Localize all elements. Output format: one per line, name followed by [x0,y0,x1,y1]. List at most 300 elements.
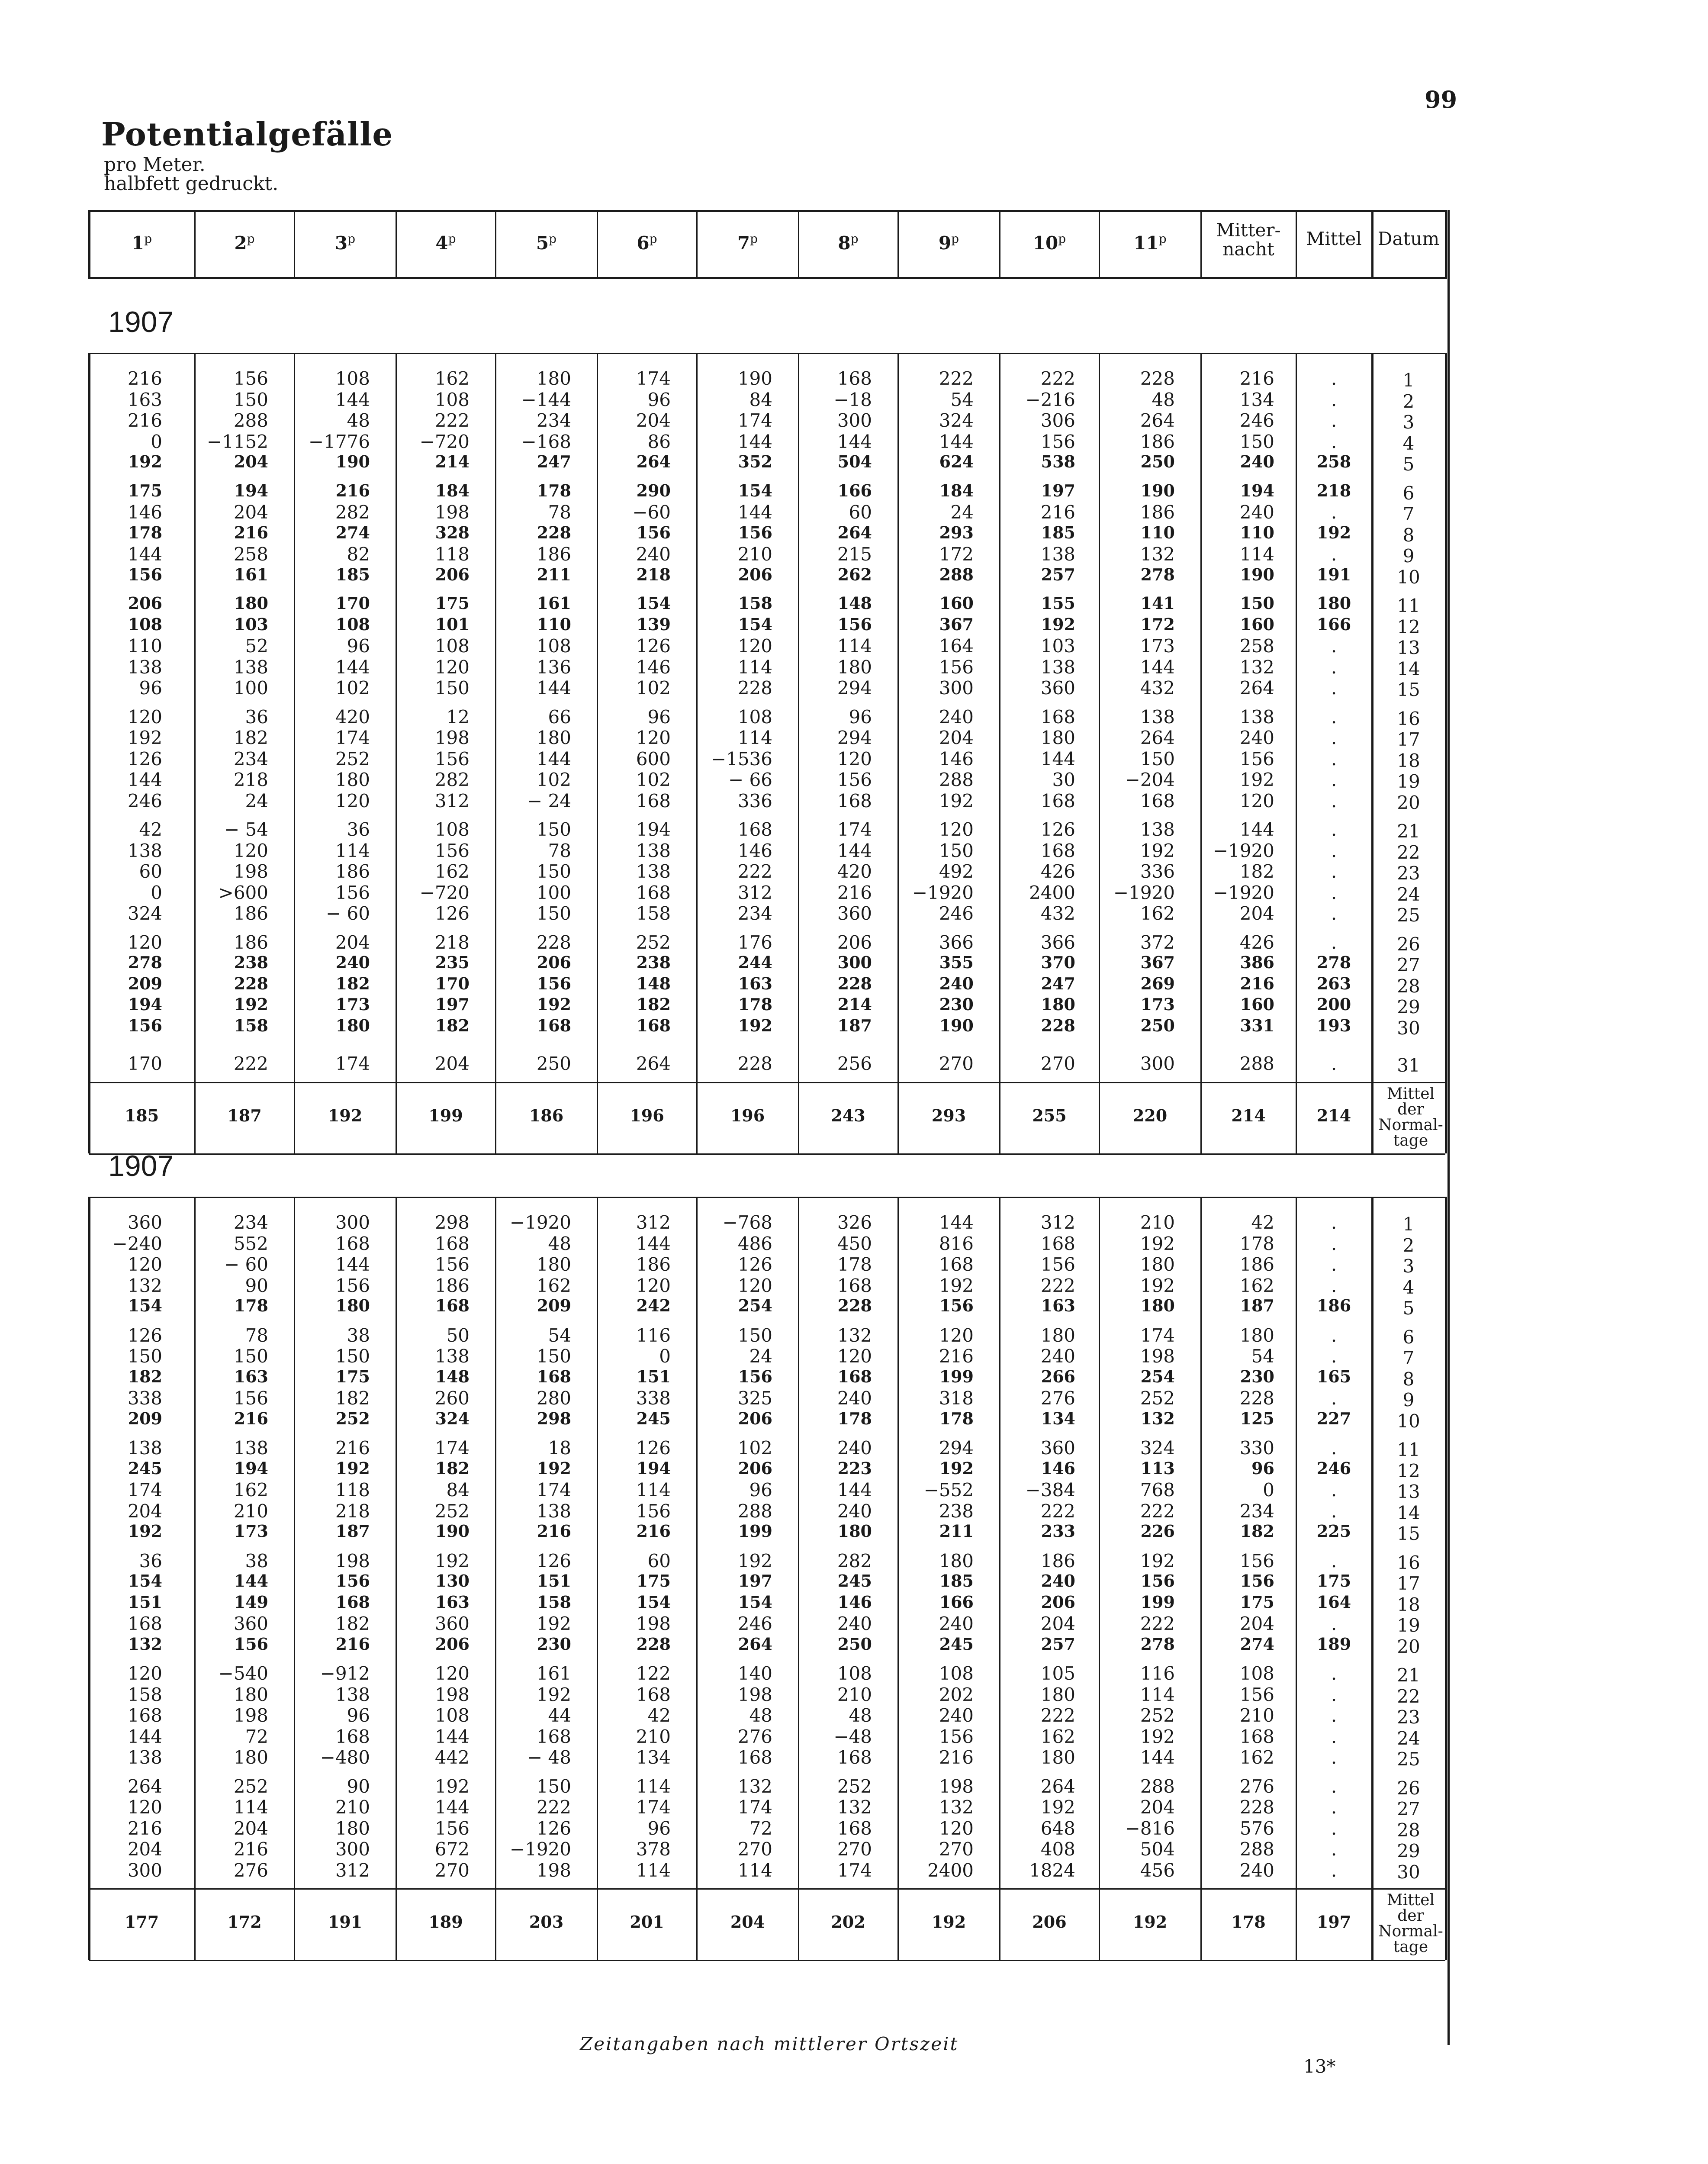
column-rule [1371,353,1373,1153]
table-cell: 144 [434,1726,470,1747]
table-cell: 150 [1240,593,1274,613]
table-cell: 193 [1316,1015,1351,1035]
table-cell: 78 [548,502,571,523]
table-cell: 168 [127,1613,162,1634]
date-cell: 19 [1397,771,1420,792]
table-cell: 114 [636,1859,671,1881]
table-cell: 138 [536,1500,571,1522]
potential-gradient-table [89,210,1445,2013]
table-cell: 370 [1041,953,1075,972]
table-cell: 146 [837,1592,872,1612]
date-cell: 21 [1397,1665,1420,1686]
table-cell: 234 [737,903,772,924]
table-cell: 174 [636,368,671,389]
table-cell: 120 [737,1275,772,1296]
table-cell: 156 [1239,748,1274,770]
table-cell: 182 [1240,1521,1274,1541]
mean-row-top-rule [89,1888,1445,1890]
table-cell: 456 [1140,1859,1175,1881]
table-cell: 216 [234,1408,268,1428]
year-heading: 1907 [108,1150,174,1182]
table-cell: 274 [1240,1634,1274,1654]
table-cell: 114 [636,1775,671,1797]
table-cell: . [1331,706,1337,728]
column-rule [696,353,698,1153]
table-cell: 216 [1240,973,1274,993]
table-cell: 150 [434,677,470,699]
table-cell: 168 [939,1254,974,1275]
table-cell: 234 [536,410,571,431]
table-cell: −1152 [206,431,268,452]
table-cell: 168 [837,790,872,812]
table-cell: 235 [435,953,470,972]
table-cell: 30 [1052,769,1075,790]
table-cell: . [1331,656,1337,678]
table-cell: . [1331,1859,1337,1881]
table-cell: 168 [537,1366,571,1386]
table-cell: 218 [636,564,671,584]
date-cell: 13 [1397,1481,1420,1502]
table-cell: 172 [939,544,974,565]
mean-label: der [1397,1907,1424,1925]
column-rule [798,353,799,1153]
date-cell: 18 [1397,1594,1420,1615]
table-cell: 300 [837,410,872,431]
table-cell: 162 [233,1479,268,1501]
table-cell: 138 [233,656,268,678]
table-cell: 204 [1040,1613,1075,1634]
table-cell: 168 [737,819,772,840]
table-cell: 165 [1316,1366,1351,1386]
table-cell: 187 [335,1521,370,1541]
table-cell: 158 [738,593,772,613]
table-cell: 420 [335,706,370,728]
table-cell: 108 [335,614,370,634]
table-cell: 156 [335,882,370,903]
table-cell: 245 [837,1571,872,1591]
header-column-rule [194,210,196,279]
column-rule [1445,1197,1447,1960]
table-cell: 120 [233,840,268,861]
table-cell: . [1331,368,1337,389]
header-column-rule [1099,210,1100,279]
header-column-rule [696,210,698,279]
table-cell: 156 [939,1726,974,1747]
table-cell: 180 [837,656,872,678]
table-cell: 151 [128,1592,162,1612]
mean-cell: 192 [1132,1912,1168,1932]
table-cell: 216 [537,1521,571,1541]
table-cell: 198 [233,861,268,882]
table-cell: 84 [446,1479,470,1501]
table-cell: −204 [1125,769,1175,790]
table-cell: 120 [127,1797,162,1818]
table-cell: 192 [1040,1797,1075,1818]
table-cell: 194 [636,819,671,840]
column-header: 3$^p$ [335,232,356,254]
table-cell: 146 [636,656,671,678]
table-cell: 149 [234,1592,268,1612]
mean-cell: 197 [1316,1912,1351,1932]
table-cell: 144 [1239,819,1274,840]
table-cell: 150 [233,389,268,410]
table-cell: 54 [950,389,974,410]
table-cell: 126 [1040,819,1075,840]
table-cell: 204 [234,452,268,471]
table-cell: 202 [939,1684,974,1705]
table-cell: 278 [1140,1634,1175,1654]
table-cell: 108 [434,389,470,410]
table-cell: 198 [434,502,470,523]
table-cell: . [1331,1254,1337,1275]
mean-label: der [1397,1100,1424,1118]
block-grid-top [89,353,1445,354]
table-cell: 132 [837,1797,872,1818]
table-cell: 144 [737,502,772,523]
table-cell: 162 [1040,1726,1075,1747]
table-cell: 288 [1140,1775,1175,1797]
table-cell: 486 [737,1233,772,1254]
table-cell: 114 [335,840,370,861]
table-cell: 228 [536,931,571,953]
table-cell: 192 [234,995,268,1014]
table-cell: 178 [837,1254,872,1275]
table-cell: −1920 [509,1839,571,1860]
table-cell: 182 [1239,861,1274,882]
table-cell: 144 [837,431,872,452]
table-cell: 186 [1239,1254,1274,1275]
table-cell: 264 [1140,727,1175,748]
column-rule [798,1197,799,1960]
table-cell: 222 [1040,1500,1075,1522]
table-cell: . [1331,903,1337,924]
table-cell: 170 [127,1053,162,1074]
table-cell: 192 [939,790,974,812]
table-cell: 180 [1040,1747,1075,1768]
table-cell: 185 [1041,522,1075,542]
table-cell: 290 [636,480,671,500]
table-cell: 96 [1251,1458,1274,1478]
table-cell: . [1331,1437,1337,1459]
table-cell: 180 [335,1817,370,1839]
table-cell: 110 [127,635,162,657]
table-cell: 298 [434,1212,470,1233]
table-cell: − 60 [224,1254,268,1275]
table-cell: . [1331,1053,1337,1074]
date-cell: 30 [1397,1861,1420,1883]
right-outer-rule [1447,210,1450,2045]
date-cell: 15 [1397,679,1420,700]
table-cell: 312 [335,1859,370,1881]
table-cell: 36 [347,819,370,840]
table-cell: 240 [1239,727,1274,748]
table-cell: 132 [939,1797,974,1818]
table-cell: . [1331,727,1337,748]
table-cell: 222 [939,368,974,389]
table-cell: 210 [1140,1212,1175,1233]
table-cell: 198 [1140,1346,1175,1367]
column-rule [396,1197,397,1960]
table-cell: 182 [233,727,268,748]
column-rule [194,353,196,1153]
column-header: Mittel [1306,228,1362,249]
table-cell: 222 [1140,1613,1175,1634]
table-cell: 264 [738,1634,772,1654]
table-cell: 102 [335,677,370,699]
table-cell: 210 [1239,1705,1274,1726]
table-cell: 266 [1041,1366,1075,1386]
table-cell: 113 [1140,1458,1175,1478]
mean-cell: 255 [1032,1105,1067,1125]
table-cell: 252 [636,931,671,953]
table-cell: 186 [636,1254,671,1275]
table-cell: 180 [1239,1324,1274,1346]
table-cell: 168 [636,882,671,903]
table-cell: 182 [128,1366,162,1386]
table-cell: 190 [435,1521,470,1541]
date-cell: 5 [1402,454,1415,475]
table-cell: 120 [127,931,162,953]
table-cell: 210 [335,1797,370,1818]
table-cell: 155 [1041,593,1075,613]
table-cell: 144 [737,431,772,452]
table-cell: . [1331,1684,1337,1705]
table-cell: −60 [632,502,671,523]
table-cell: 0 [659,1346,671,1367]
table-cell: −18 [833,389,872,410]
table-cell: 24 [749,1346,772,1367]
mean-cell: 178 [1231,1912,1266,1932]
table-cell: 144 [127,544,162,565]
table-cell: 144 [1140,656,1175,678]
table-cell: 138 [434,1346,470,1367]
table-cell: 240 [1239,502,1274,523]
table-cell: 192 [1140,1726,1175,1747]
table-cell: 120 [127,706,162,728]
table-cell: 132 [1140,1408,1175,1428]
table-cell: 154 [738,480,772,500]
table-cell: 230 [537,1634,571,1654]
table-cell: 214 [435,452,470,471]
table-cell: 24 [950,502,974,523]
table-cell: 192 [127,727,162,748]
table-cell: 204 [636,410,671,431]
table-cell: 225 [1316,1521,1351,1541]
table-cell: 168 [1040,790,1075,812]
table-cell: 174 [434,1437,470,1459]
table-cell: 282 [335,502,370,523]
table-cell: 158 [537,1592,571,1612]
mean-cell: 203 [529,1912,564,1932]
column-rule [1200,353,1202,1153]
table-cell: . [1331,1747,1337,1768]
table-cell: 432 [1040,903,1075,924]
table-cell: 144 [1040,748,1075,770]
table-cell: 154 [738,614,772,634]
table-cell: 222 [1040,368,1075,389]
table-cell: 180 [1040,727,1075,748]
table-cell: 110 [1140,522,1175,542]
table-cell: 164 [939,635,974,657]
column-rule [495,1197,496,1960]
table-cell: 96 [347,1705,370,1726]
table-cell: 426 [1040,861,1075,882]
table-cell: 182 [435,1015,470,1035]
table-cell: 222 [536,1797,571,1818]
table-cell: . [1331,1839,1337,1860]
mean-label: tage [1393,1131,1428,1150]
table-cell: 180 [1040,1684,1075,1705]
table-cell: − 60 [326,903,370,924]
table-cell: . [1331,819,1337,840]
table-cell: . [1331,1775,1337,1797]
date-cell: 28 [1397,1819,1420,1841]
table-cell: 426 [1239,931,1274,953]
subtitle-line-1: pro Meter. [104,154,206,176]
table-cell: . [1331,1797,1337,1818]
date-cell: 6 [1402,482,1415,504]
table-cell: 36 [245,706,268,728]
table-cell: . [1331,1663,1337,1684]
table-cell: 204 [434,1053,470,1074]
table-cell: 118 [335,1479,370,1501]
table-cell: 103 [234,614,268,634]
table-cell: 180 [1316,593,1351,613]
table-cell: 138 [127,1437,162,1459]
table-cell: −48 [833,1726,872,1747]
table-cell: 48 [548,1233,571,1254]
table-cell: 150 [127,1346,162,1367]
column-rule [1099,1197,1100,1960]
table-cell: 226 [1140,1521,1175,1541]
table-cell: 258 [1239,635,1274,657]
table-cell: . [1331,677,1337,699]
date-cell: 26 [1397,933,1420,955]
table-cell: 262 [837,564,872,584]
table-cell: 206 [128,593,162,613]
table-cell: 264 [1040,1775,1075,1797]
date-cell: 11 [1397,1439,1420,1460]
date-cell: 6 [1402,1326,1415,1348]
table-cell: 182 [335,1388,370,1409]
table-cell: 200 [1316,995,1351,1014]
table-cell: 150 [335,1346,370,1367]
table-cell: 192 [939,1275,974,1296]
table-cell: 246 [1239,410,1274,431]
table-cell: 156 [128,1015,162,1035]
table-cell: 114 [837,635,872,657]
table-cell: 182 [636,995,671,1014]
table-cell: 173 [234,1521,268,1541]
table-cell: 355 [939,953,974,972]
header-column-rule [1200,210,1202,279]
table-cell: 72 [245,1726,268,1747]
table-cell: 216 [939,1346,974,1367]
table-cell: 144 [335,1254,370,1275]
table-cell: 175 [435,593,470,613]
table-cell: 198 [434,727,470,748]
mean-cell: 202 [831,1912,865,1932]
table-cell: 331 [1240,1015,1274,1035]
table-cell: 138 [127,656,162,678]
table-cell: . [1331,882,1337,903]
table-cell: 136 [536,656,571,678]
table-cell: 156 [233,1388,268,1409]
table-cell: 192 [1239,769,1274,790]
table-cell: 192 [536,1613,571,1634]
column-header: 10$^p$ [1033,232,1066,254]
table-cell: 190 [939,1015,974,1035]
signature-mark: 13* [1303,2056,1336,2077]
table-cell: >600 [218,882,268,903]
subtitle-line-2: halbfett gedruckt. [104,173,279,195]
table-cell: 300 [127,1859,162,1881]
table-cell: 156 [636,522,671,542]
table-cell: 166 [939,1592,974,1612]
table-cell: 148 [837,593,872,613]
table-cell: 138 [636,861,671,882]
table-top-rule [89,210,1445,212]
table-cell: 278 [128,953,162,972]
table-cell: 442 [434,1747,470,1768]
column-rule [999,1197,1000,1960]
table-cell: 130 [435,1571,470,1591]
footer-note: Zeitangaben nach mittlerer Ortszeit [580,2033,959,2055]
table-cell: 293 [939,522,974,542]
column-header: Datum [1377,228,1440,249]
table-cell: 230 [939,995,974,1014]
table-cell: 150 [536,1775,571,1797]
table-cell: 228 [1041,1015,1075,1035]
table-cell: 185 [335,564,370,584]
table-cell: 294 [837,677,872,699]
table-cell: 294 [837,727,872,748]
table-cell: 154 [738,1592,772,1612]
table-cell: 110 [537,614,571,634]
table-cell: 0 [151,431,162,452]
table-cell: 216 [127,368,162,389]
table-cell: 186 [233,903,268,924]
table-cell: 216 [335,1437,370,1459]
table-cell: 156 [234,1634,268,1654]
column-rule [396,353,397,1153]
table-cell: − 48 [527,1747,571,1768]
table-cell: 116 [636,1324,671,1346]
table-cell: 197 [1041,480,1075,500]
table-cell: 174 [837,1859,872,1881]
table-cell: 158 [127,1684,162,1705]
table-cell: 96 [139,677,162,699]
table-cell: −552 [923,1479,974,1501]
table-cell: 180 [335,1296,370,1315]
mean-cell: 214 [1316,1105,1351,1125]
table-cell: 194 [234,1458,268,1478]
table-cell: 312 [737,882,772,903]
table-cell: 254 [738,1296,772,1315]
table-cell: 156 [636,1500,671,1522]
table-cell: 162 [1239,1747,1274,1768]
table-cell: 288 [939,564,974,584]
table-cell: 160 [939,593,974,613]
table-cell: 222 [434,410,470,431]
table-cell: 150 [1140,748,1175,770]
date-cell: 4 [1402,1276,1415,1298]
table-cell: 240 [1040,1346,1075,1367]
table-cell: 228 [1140,368,1175,389]
table-cell: 240 [1240,452,1274,471]
date-cell: 27 [1397,1798,1420,1819]
table-cell: 245 [939,1634,974,1654]
